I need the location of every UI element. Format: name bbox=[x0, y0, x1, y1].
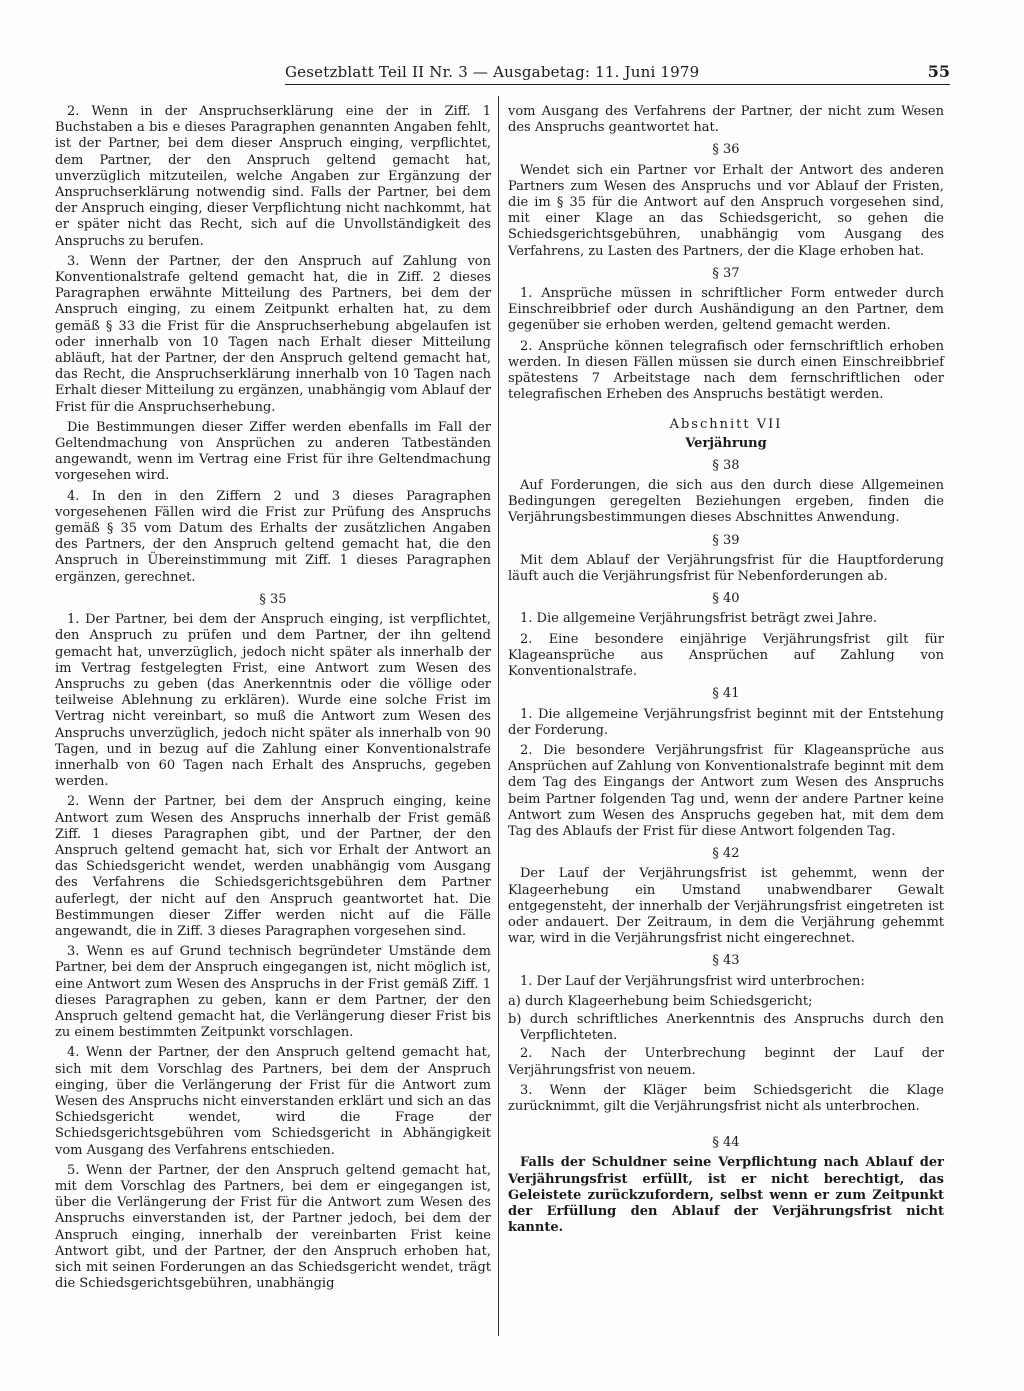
paragraph-40-1: 1. Die allgemeine Verjährungsfrist beträgt zwei Jahre. bbox=[520, 611, 878, 627]
paragraph-34-2: 2. Wenn in der Anspruchserklärung eine der in Ziff. 1 Buchstaben a bis e dieses Paragraphen genannten Angaben fehlt, ist der Partner, bei dem dieser Anspruch einging, verpflichtet, dem Partner, der den Anspruch geltend gemacht hat, unverzüglich mitzuteilen, welche Angaben zur Ergänzung der Anspruchserklärung notwendig sind. Falls der Partner, bei dem der Anspruch einging, dieser Verpflichtung nicht nachkommt, hat er später nicht das Recht, sich auf die Unvollständigkeit des Anspruchs zu berufen. bbox=[55, 104, 491, 249]
paragraph-40-2: 2. Eine besondere einjährige Verjährungsfrist gilt für Klageansprüche aus Ansprüchen auf Zahlung von Konventionalstrafe. bbox=[508, 631, 944, 680]
paragraph-41-1: 1. Die allgemeine Verjährungsfrist beginnt mit der Entstehung der Forderung. bbox=[508, 706, 944, 738]
paragraph-37-1: 1. Ansprüche müssen in schriftlicher Form entweder durch Einschreibbrief oder durch Aushändigung an den Partner, dem gegenüber sie erhoben werden, geltend gemacht werden. bbox=[508, 286, 944, 334]
paragraph-35-5: 5. Wenn der Partner, der den Anspruch geltend gemacht hat, mit dem Vorschlag des Partners, bei dem er eingegangen ist, über die Verlängerung der Frist für die Antwort zum Wesen des Anspruchs einverstanden ist, der Partner jedoch, bei dem der Anspruch einging, innerhalb der vereinbarten Frist keine Antwort gibt, und der Partner, der den Anspruch erhoben hat, sich mit seinen Forderungen an das Schiedsgericht wendet, trägt die Schiedsgerichtsgebühren, unabhängig bbox=[55, 1162, 491, 1292]
paragraph-34-3: 3. Wenn der Partner, der den Anspruch auf Zahlung von Konventionalstrafe geltend gemacht hat, die in Ziff. 2 dieses Paragraphen erwähnte Mitteilung des Partners, bei dem der Anspruch einging, zu einem Zeitpunkt erhalten hat, zu dem gemäß § 33 die Frist für die Anspruchserhebung abgelaufen ist oder innerhalb von 10 Tagen nach Erhalt dieser Mitteilung abläuft, hat der Partner, der den Anspruch geltend gemacht hat, das Recht, die Anspruchserklärung innerhalb von 10 Tagen nach Erhalt dieser Mitteilung zu ergänzen, unabhängig vom Ablauf der Frist für die Anspruchserhebung. bbox=[55, 253, 491, 415]
paragraph-35-5-continuation: vom Ausgang des Verfahrens der Partner, der nicht zum Wesen des Anspruchs geantwortet hat. bbox=[508, 104, 944, 136]
paragraph-35-1: 1. Der Partner, bei dem der Anspruch einging, ist verpflichtet, den Anspruch zu prüfen und dem Partner, der ihn geltend gemacht hat, unverzüglich, jedoch nicht später als innerhalb der im Vertrag festgelegten Frist, eine Antwort zum Wesen des Anspruchs zu geben (das Anerkenntnis oder die völlige oder teilweise Ablehnung zu erklären). Wurde eine solche Frist im Vertrag nicht vereinbart, so muß die Antwort zum Wesen des Anspruchs unverzüglich, jedoch nicht später als innerhalb von 90 Tagen, und in bezug auf die Zahlung einer Konventionalstrafe innerhalb von 60 Tagen nach Erhalt des Anspruchs, gegeben werden. bbox=[55, 612, 491, 790]
section-37-heading: § 37 bbox=[712, 265, 740, 281]
paragraph-42: Der Lauf der Verjährungsfrist ist gehemmt, wenn der Klageerhebung ein Umstand unabwendbarer Gewalt entgegensteht, der innerhalb der Verjährungsfrist eingetreten ist oder andauert. Der Zeitraum, in dem die Verjährung gehemmt war, wird in die Verjährungsfrist nicht eingerechnet. bbox=[508, 866, 944, 947]
paragraph-34-4: 4. In den in den Ziffern 2 und 3 dieses Paragraphen vorgesehenen Fällen wird die Frist zur Prüfung des Anspruchs gemäß § 35 vom Datum des Erhalts der zusätzlichen Angaben des Partners, der den Anspruch geltend gemacht hat, die den Anspruch in Übereinstimmung mit Ziff. 1 dieses Paragraphen ergänzen, gerechnet. bbox=[55, 488, 491, 585]
spacer bbox=[508, 1119, 944, 1129]
section-38-heading: § 38 bbox=[712, 457, 740, 473]
page-number: 55 bbox=[927, 62, 950, 81]
paragraph-44: Falls der Schuldner seine Verpflichtung nach Ablauf der Verjährungsfrist erfüllt, ist er nicht berechtigt, das Geleistete zurückzufordern, selbst wenn er zum Zeitpunkt der Erfüllung den Ablauf der Verjährungsfrist nicht kannte. bbox=[508, 1155, 944, 1236]
paragraph-35-3: 3. Wenn es auf Grund technisch begründeter Umstände dem Partner, bei dem der Anspruch eingegangen ist, nicht möglich ist, eine Antwort zum Wesen des Anspruchs in der Frist gemäß Ziff. 1 dieses Paragraphen zu geben, kann er dem Partner, der den Anspruch geltend gemacht hat, die Verlängerung dieser Frist bis zu einem bestimmten Zeitpunkt vorschlagen. bbox=[55, 944, 491, 1041]
chapter-title: Verjährung bbox=[685, 435, 767, 451]
paragraph-43-3: 3. Wenn der Kläger beim Schiedsgericht die Klage zurücknimmt, gilt die Verjährungsfrist nicht als unterbrochen. bbox=[508, 1082, 944, 1114]
section-36-heading: § 36 bbox=[712, 142, 740, 158]
section-40-heading: § 40 bbox=[712, 591, 740, 607]
paragraph-38: Auf Forderungen, die sich aus den durch diese Allgemeinen Bedingungen geregelten Beziehungen ergeben, finden die Verjährungsbestimmungen dieses Abschnittes Anwendung. bbox=[508, 478, 944, 526]
paragraph-35-4: 4. Wenn der Partner, der den Anspruch geltend gemacht hat, sich mit dem Vorschlag des Partners, bei dem der Anspruch einging, über die Verlängerung der Frist für die Antwort zum Wesen des Anspruchs nicht einverstanden erklärt und sich an das Schiedsgericht wendet, wird die Frage der Schiedsgerichtsgebühren vom Schiedsgericht in Abhängigkeit vom Ausgang des Verfahrens entschieden. bbox=[55, 1045, 491, 1158]
section-39-heading: § 39 bbox=[712, 532, 740, 548]
section-43-heading: § 43 bbox=[712, 953, 740, 969]
gazette-title: Gesetzblatt Teil II Nr. 3 — Ausgabetag: 11. Juni 1979 bbox=[285, 63, 700, 81]
paragraph-43-2: 2. Nach der Unterbrechung beginnt der Lauf der Verjährungsfrist von neuem. bbox=[508, 1046, 944, 1078]
paragraph-37-2: 2. Ansprüche können telegrafisch oder fernschriftlich erhoben werden. In diesen Fällen müssen sie durch einen Einschreibbrief spätestens 7 Arbeitstage nach dem fernschriftlichen oder telegrafischen Erheben des Anspruchs bestätigt werden. bbox=[508, 338, 944, 403]
paragraph-34-3-note: Die Bestimmungen dieser Ziffer werden ebenfalls im Fall der Geltendmachung von Ansprüchen zu anderen Tatbeständen angewandt, wenn im Vertrag eine Frist für ihre Geltendmachung vorgesehen wird. bbox=[55, 419, 491, 484]
section-42-heading: § 42 bbox=[712, 846, 740, 862]
section-41-heading: § 41 bbox=[712, 686, 740, 702]
paragraph-36: Wendet sich ein Partner vor Erhalt der Antwort des anderen Partners zum Wesen des Anspruchs und vor Ablauf der Fristen, die im § 35 für die Antwort auf den Anspruch vorgesehen sind, mit einer Klage an das Schiedsgericht, so gehen die Schiedsgerichtsgebühren, unabhängig vom Ausgang des Verfahrens, zu Lasten des Partners, der die Klage erhoben hat. bbox=[508, 162, 944, 259]
right-column bbox=[508, 104, 944, 1240]
paragraph-43-1: 1. Der Lauf der Verjährungsfrist wird unterbrochen: bbox=[520, 973, 865, 989]
paragraph-35-2: 2. Wenn der Partner, bei dem der Anspruch einging, keine Antwort zum Wesen des Anspruchs innerhalb der Frist gemäß Ziff. 1 dieses Paragraphen gibt, und der Partner, der den Anspruch geltend gemacht hat, sich vor Erhalt der Antwort an das Schiedsgericht wendet, werden unabhängig vom Ausgang des Verfahrens die Schiedsgerichtsgebühren dem Partner auferlegt, der nicht auf den Anspruch geantwortet hat. Die Bestimmungen dieser Ziffer werden nicht auf die Fälle angewandt, die in Ziff. 3 dieses Paragraphen vorgesehen sind. bbox=[55, 794, 491, 939]
section-44-heading: § 44 bbox=[712, 1135, 740, 1151]
paragraph-43-1-b: b) durch schriftliches Anerkenntnis des Anspruchs durch den Verpflichteten. bbox=[508, 1011, 944, 1044]
paragraph-41-2: 2. Die besondere Verjährungsfrist für Klageansprüche aus Ansprüchen auf Zahlung von Konventionalstrafe beginnt mit dem dem Tag des Eingangs der Antwort zum Wesen des Anspruchs beim Partner folgenden Tag und, wenn der andere Partner keine Antwort zum Wesen des Anspruchs gegeben hat, mit dem dem Tag des Ablaufs der Frist für diese Antwort folgenden Tag. bbox=[508, 742, 944, 839]
section-35-heading: § 35 bbox=[259, 591, 287, 607]
paragraph-43-1-a: a) durch Klageerhebung beim Schiedsgericht; bbox=[508, 993, 813, 1009]
page-header bbox=[285, 60, 950, 85]
paragraph-39: Mit dem Ablauf der Verjährungsfrist für die Hauptforderung läuft auch die Verjährungsfrist für Nebenforderungen ab. bbox=[508, 552, 944, 585]
chapter-heading: Abschnitt VII bbox=[669, 417, 783, 433]
left-column bbox=[55, 104, 491, 1296]
column-divider bbox=[498, 96, 499, 1336]
section-44-body bbox=[508, 1155, 944, 1236]
